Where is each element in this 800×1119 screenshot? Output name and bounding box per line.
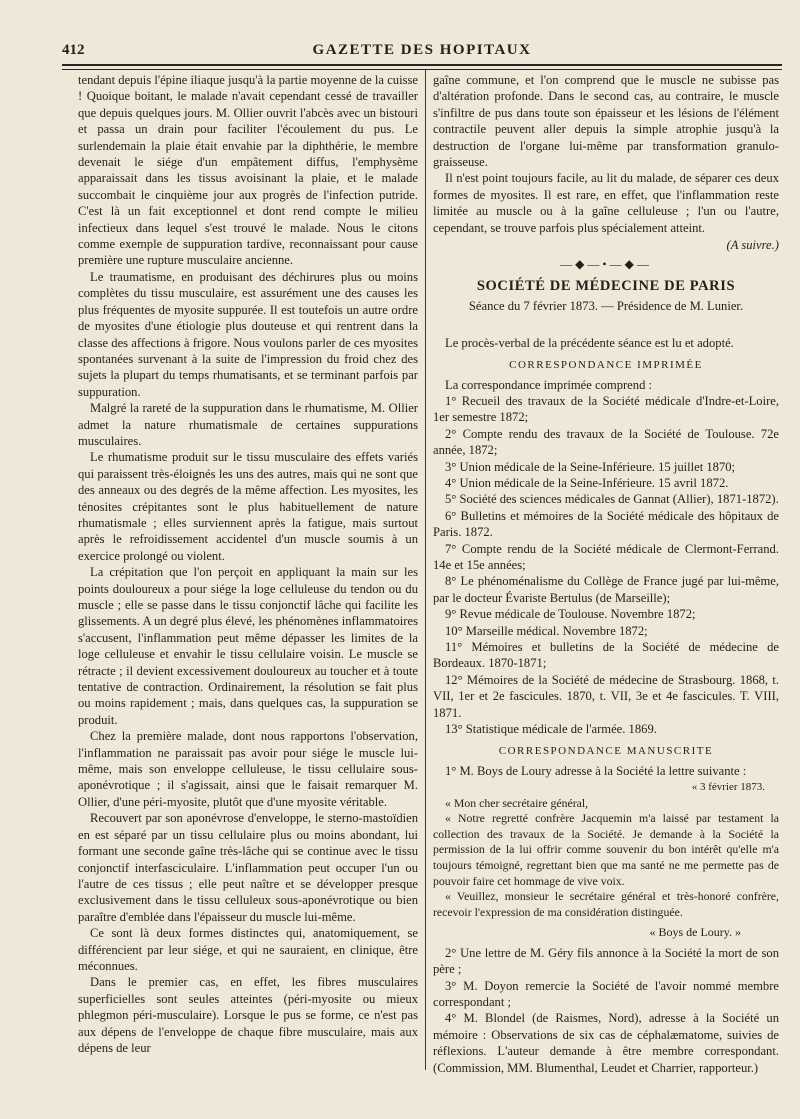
printed-correspondence-list [433,393,779,738]
paragraph: Ce sont là deux formes distinctes qui, anatomiquement, se différencient par leur siége, et qui ne sauraient, en clinique, être méconnues. [78,926,418,973]
manuscript-correspondence-list [433,945,779,1076]
left-column [78,72,418,1056]
to-be-continued: (A suivre.) [726,238,779,253]
paragraph: Le traumatisme, en produisant des déchirures plus ou moins complètes du tissu musculaire, est assurément une des causes les plus fréquentes de myosite suppurée. Il est toutefois un autre ordre de myosites d'une étiologie plus douteuse et qui rentrent dans la classe des affections à frigore. Nous voulons parler de ces myosites spontanées survenant à la suite de l'impression du froid chez des sujets la plupart du temps rhumatisants, et se terminant parfois par suppuration. [78,269,418,399]
letter-signature: « Boys de Loury. » [649,925,741,940]
list-item: 2° Une lettre de M. Géry fils annonce à la Société la mort de son père ; [433,945,779,977]
paragraph: La crépitation que l'on perçoit en appliquant la main sur les points douloureux a pour siége la loge celluleuse du tendon ou du muscle ; elle se passe dans le tissu conjonctif lâche qui facilite les glissements. A un degré plus élevé, les phénomènes inflammatoires s'accusent, l'inflammation peut même dépasser les limites de la loge celluleuse et envahir le tissu cellulaire voisin. Le muscle se rétracte ; il devient excessivement douloureux au toucher et à toute tentative de contraction. Ordinairement, la résolution se fait plus ou moins rapidement ; mais, dans quelques cas, la suppuration se produit. [78,565,418,727]
printed-correspondence-heading: CORRESPONDANCE IMPRIMÉE [509,359,703,372]
section-ornament: —◆—•—◆— [560,257,652,272]
list-item: 5° Société des sciences médicales de Gannat (Allier), 1871-1872). [445,492,779,507]
paragraph: gaîne commune, et l'on comprend que le muscle ne subisse pas d'altération profonde. Dans le second cas, au contraire, le muscle s'infiltre de pus dans toute son épaisseur et les lésions de l'élément contractile peuvent aller depuis la simple atrophie jusqu'à la destruction de l'organe lui-même par transformation granulo-graisseuse. [433,73,779,170]
minutes-paragraph: Le procès-verbal de la précédente séance est lu et adopté. [445,335,734,350]
letter [433,779,779,941]
letter-salutation: « Mon cher secrétaire général, [445,795,589,810]
list-item: 6° Bulletins et mémoires de la Société médicale des hôpitaux de Paris. 1872. [433,508,779,540]
list-item: 7° Compte rendu de la Société médicale de Clermont-Ferrand. 14e et 15e années; [433,541,779,572]
list-item: 3° Union médicale de la Seine-Inférieure. 15 juillet 1870; [445,459,736,474]
paragraph: Recouvert par son aponévrose d'enveloppe, le sterno-mastoïdien en est séparé par un tissu cellulaire plus ou moins abondant, lui formant une seconde gaîne très-lâche qui se continue avec le tissu conjonctif interfasciculaire. L'inflammation peut occuper l'un ou l'autre de ces tissus ; elle peut naître et se développer presque exclusivement dans le tissu celluleux sous-aponévrotique ou bien paraître d'emblée dans l'épaisseur du muscle lui-même. [78,811,418,924]
paragraph: Il n'est point toujours facile, au lit du malade, de séparer ces deux formes de myosites. Il est rare, en effet, que l'inflammation reste limitée au muscle ou à la gaîne celluleuse ; l'un ou l'autre, cependant, se trouve parfois plus spécialement atteint. [433,171,779,235]
list-item: 3° M. Doyon remercie la Société de l'avoir nommé membre correspondant ; [433,978,779,1010]
right-column [433,72,779,1076]
list-item: 2° Compte rendu des travaux de la Société de Toulouse. 72e année, 1872; [433,426,779,458]
header-rule [62,64,782,70]
manuscript-correspondence-heading: CORRESPONDANCE MANUSCRITE [498,745,714,758]
list-item: 13° Statistique médicale de l'armée. 1869. [445,722,657,737]
paragraph: Le rhumatisme produit sur le tissu musculaire des effets variés qui paraissent très-éloignés les uns des autres, mais qui ne sont que des anneaux ou des degrés de la même affection. Les myosites, les ténosites crépitantes sont le plus habituellement de nature rhumatismale ; elles surviennent après la fatigue, mais surtout après le refroidissement accidentel d'un muscle soumis à un exercice prolongé ou violent. [78,450,418,563]
society-title: SOCIÉTÉ DE MÉDECINE DE PARIS [476,277,736,294]
letter-date: « 3 février 1873. [691,781,765,794]
page-header [62,40,782,64]
session-line: Séance du 7 février 1873. — Présidence de M. Lunier. [468,299,744,314]
page-number: 412 [62,42,85,58]
column-divider [425,70,426,1070]
paragraph: Dans le premier cas, en effet, les fibres musculaires superficielles sont seules atteintes (péri-myosite ou mieux phlegmon péri-musculaire). Lorsque le pus se forme, ce n'est pas aux dépens de l'enveloppe de chaque fibre musculaire, mais aux dépens de leur [78,975,418,1055]
list-item: 12° Mémoires de la Société de médecine de Strasbourg. 1868, t. VII, 1er et 2e fascicules. 1870, t. VII, 3e et 4e fascicules. T. VIII, 1871. [433,672,779,720]
letter-paragraph: « Notre regretté confrère Jacquemin m'a laissé par testament la collection des travaux de la Société. Je demande à la Société la permission de la lui offrir comme souvenir du bon intérêt qu'elle m'a toujours témoigné, regrettant bien que ma santé ne me permette pas de pouvoir faire cet hommage de vive voix. [433,811,779,888]
list-item: 4° M. Blondel (de Raismes, Nord), adresse à la Société un mémoire : Observations de six cas de céphalæmatome, suivies de réflexions. L'auteur demande à être membre correspondant. (Commission, MM. Blumenthal, Leudet et Charrier, rapporteur.) [433,1011,779,1075]
manuscript-correspondence-intro: 1° M. Boys de Loury adresse à la Société la lettre suivante : [445,763,747,778]
paragraph: tendant depuis l'épine iliaque jusqu'à la partie moyenne de la cuisse ! Quoique boitant, le malade n'avait cependant cessé de travailler que depuis quelques jours. M. Ollier ouvrit l'abcès avec un bistouri et passa un drain pour faciliter l'écoulement du pus. Le surlendemain la plaie était envahie par la diphthérie, le membre devenait le siége d'un empâtement diffus, l'emphysème apparaissait dans les tissus avoisinant la plaie, et le malade succombait le cinquième jour aux progrès de l'infection putride. C'est là un fait exceptionnel et dont rend compte le milieu infectieux dans lequel s'est trouvé le malade. Nous le citons comme exemple de suppuration tardive, reconnaissant pour cause première une rupture musculaire ancienne. [78,73,418,268]
list-item: 9° Revue médicale de Toulouse. Novembre 1872; [445,607,696,622]
paragraph: Chez la première malade, dont nous rapportons l'observation, l'inflammation ne paraissait pas avoir pour siége le muscle lui-même, mais son enveloppe celluleuse, le tissu cellulaire sous-aponévrotique ; il s'agissait, ainsi que le faisait remarquer M. Ollier, d'une péri-myosite, plutôt que d'une myosite véritable. [78,729,418,809]
letter-paragraph: « Veuillez, monsieur le secrétaire général et très-honoré confrère, recevoir l'expression de ma considération distinguée. [433,889,779,919]
running-title: GAZETTE DES HOPITAUX [312,42,532,58]
printed-correspondence-intro: La correspondance imprimée comprend : [445,377,653,392]
list-item: 11° Mémoires et bulletins de la Société de médecine de Bordeaux. 1870-1871; [433,640,779,671]
paragraph: Malgré la rareté de la suppuration dans le rhumatisme, M. Ollier admet la nature rhumatismale de certaines suppurations musculaires. [78,401,418,448]
list-item: 8° Le phénoménalisme du Collège de France jugé par lui-même, par le docteur Évariste Bertulus (de Marseille); [433,574,779,605]
list-item: 10° Marseille médical. Novembre 1872; [445,623,648,638]
list-item: 4° Union médicale de la Seine-Inférieure. 15 avril 1872. [445,475,729,490]
list-item: 1° Recueil des travaux de la Société médicale d'Indre-et-Loire, 1er semestre 1872; [433,393,779,425]
